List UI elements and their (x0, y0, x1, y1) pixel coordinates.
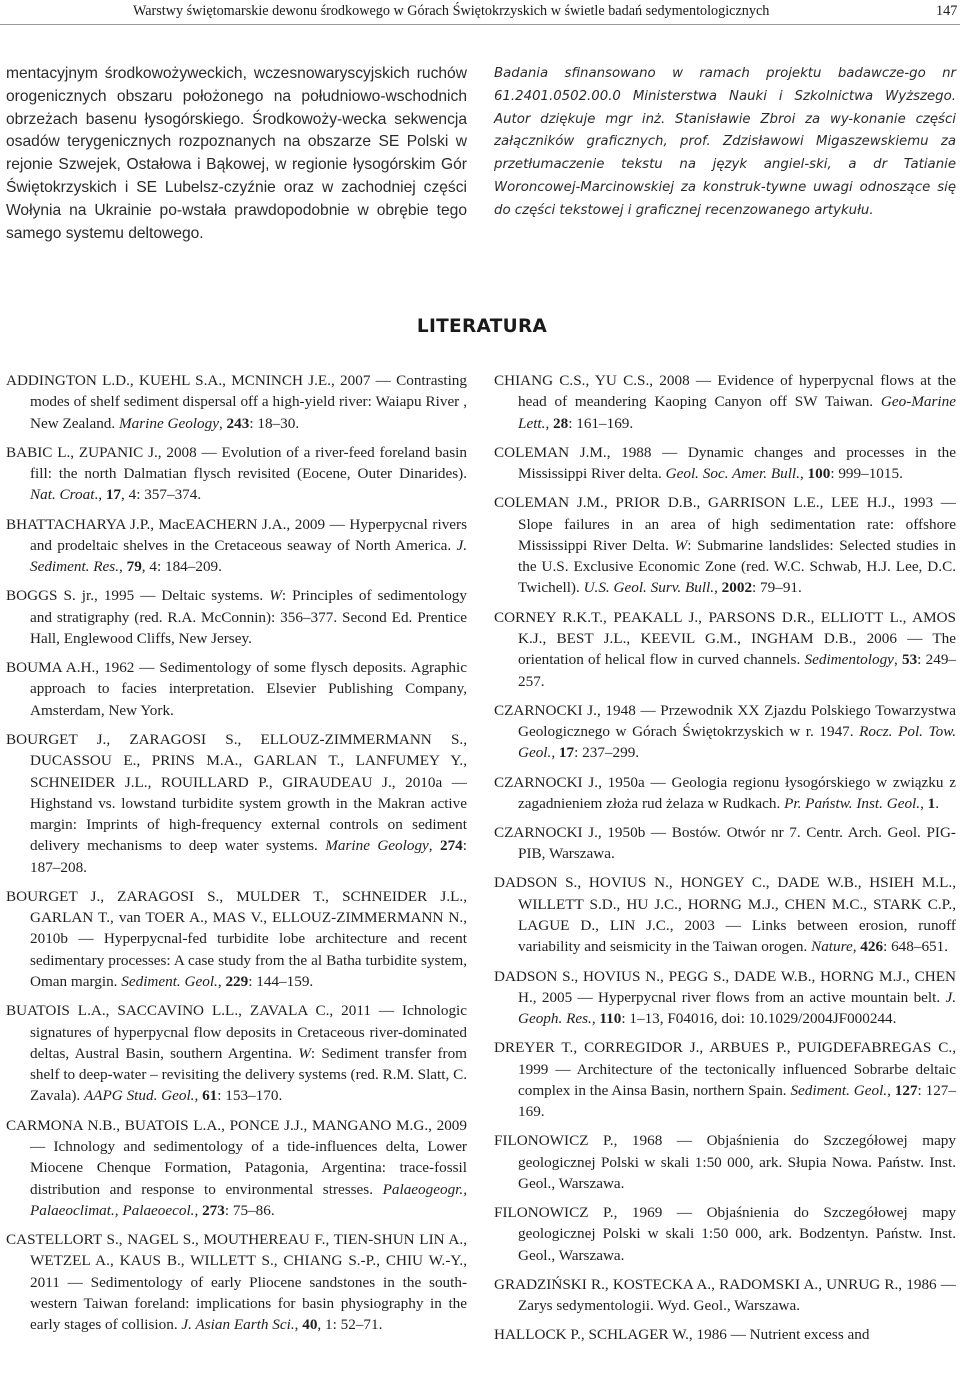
reference-text: : 75–86. (224, 1201, 275, 1219)
reference-text: , (887, 1081, 895, 1099)
reference-text: , (217, 973, 226, 991)
journal-title: W (269, 587, 282, 605)
reference-entry (494, 370, 956, 434)
journal-title: Nat. Croat (30, 486, 95, 504)
reference-entry (494, 1037, 956, 1122)
journal-title: W (674, 536, 688, 554)
reference-entry (494, 492, 956, 598)
reference-text: GRADZIŃSKI R., KOSTECKA A., RADOMSKI A., UNRUG R., 1986 — Zarys sedymentologii. Wyd. Geol., Warszawa. (494, 1275, 956, 1315)
reference-text: , (294, 1316, 303, 1334)
journal-title: Sediment. Geol. (121, 973, 218, 991)
reference-text: . (935, 794, 940, 812)
reference-text: CHIANG C.S., YU C.S., 2008 — Evidence of hyperpycnal flows at the head of meandering Kaoping Canyon off SW Taiwan. (494, 372, 956, 411)
reference-text: : Sediment transfer from shelf to deep-water – revisiting the delivery systems (red. R.M. Slatt, C. Zavala). (30, 1044, 467, 1105)
volume-number: 100 (807, 465, 831, 483)
journal-title: W (298, 1044, 311, 1062)
references-column-left (6, 370, 467, 1343)
reference-text: , (194, 1087, 203, 1105)
reference-text: CARMONA N.B., BUATOIS L.A., PONCE J.J., MANGANO M.G., 2009 — Ichnology and sedimentology of a tide-influences delta, Lower Miocene Chenque Formation, Patagonia, Argentina: trace-fossil distribution and response to environmental stresses. (6, 1116, 467, 1198)
journal-title: AAPG Stud. Geol. (83, 1087, 195, 1105)
journal-title: Rocz. Pol. Tow. Geol. (518, 723, 956, 762)
volume-number: 274 (439, 837, 463, 855)
journal-title: Sedimentology (804, 651, 894, 669)
journal-title: U.S. Geol. Surv. Bull. (583, 579, 715, 597)
reference-text: : 1–13, F04016, doi: 10.1029/2004JF000244. (621, 1010, 897, 1028)
reference-text: , (852, 938, 861, 956)
reference-text: , (551, 744, 559, 762)
volume-number: 17 (558, 744, 575, 762)
reference-entry (494, 700, 956, 764)
reference-text: , (428, 837, 440, 855)
reference-entry (6, 1115, 467, 1221)
reference-entry (494, 1202, 956, 1266)
reference-text: DADSON S., HOVIUS N., HONGEY C., DADE W.B., HSIEH M.L., WILLETT S.D., HU J.C., HORNG M.J., CHEN M.C., STARK C.P., LAGUE D., LIN J.C., 2003 — Links between erosion, runoff variability and seismicity in the Taiwan orogen. (494, 874, 956, 956)
reference-text: , (893, 651, 902, 669)
reference-entry (494, 1130, 956, 1194)
reference-text: : 249–257. (518, 651, 957, 690)
reference-entry (494, 607, 956, 692)
reference-text: , (194, 1201, 203, 1219)
volume-number: 28 (553, 414, 569, 432)
reference-entry (6, 1000, 467, 1106)
reference-text: BOUMA A.H., 1962 — Sedimentology of some flysch deposits. Agraphic approach to facies interpretation. Elsevier Publishing Company, Amsterdam, New York. (6, 659, 467, 719)
reference-text: , (714, 579, 722, 597)
reference-text: , (591, 1010, 600, 1028)
journal-title: J. Sediment. Res. (30, 536, 467, 576)
volume-number: 273 (202, 1201, 225, 1219)
reference-text: : 144–159. (248, 973, 314, 991)
reference-text: : 999–1015. (830, 465, 903, 483)
reference-entry (6, 370, 467, 434)
reference-entry (494, 822, 956, 865)
journal-title: J. Geoph. Res. (518, 988, 956, 1028)
reference-text: , (799, 465, 808, 483)
reference-text: : 18–30. (249, 414, 300, 432)
volume-number: 1 (927, 794, 936, 812)
volume-number: 229 (225, 973, 249, 991)
reference-text: HALLOCK P., SCHLAGER W., 1986 — Nutrient excess and (494, 1326, 870, 1344)
reference-text: CORNEY R.K.T., PEAKALL J., PARSONS D.R., ELLIOTT L., AMOS K.J., BEST J.L., KEEVIL G.M., INGHAM D.B., 2006 — The orientation of helical flow in curved channels. (494, 608, 956, 669)
reference-text: : 79–91. (752, 579, 802, 597)
reference-text: BUATOIS L.A., SACCAVINO L.L., ZAVALA C., 2011 — Ichnologic signatures of hyperpycnal flow deposits in Cretaceous river-dominated deltas, Austral Basin, southern Argentina. (6, 1002, 467, 1062)
reference-text: : 153–170. (217, 1087, 283, 1105)
reference-entry (494, 442, 956, 485)
reference-text: BABIC L., ZUPANIC J., 2008 — Evolution of a river-feed foreland basin fill: the north Dalmatian flysch revisited (Eocene, Outer Dinarides). (6, 443, 467, 483)
reference-text: CZARNOCKI J., 1948 — Przewodnik XX Zjazdu Polskiego Towarzystwa Geologicznego w Górach Świętokrzyskich w r. 1947. (494, 701, 956, 741)
journal-title: Nature (811, 938, 853, 956)
body-paragraph: mentacyjnym środkowożyweckich, wczesnowaryscyjskich ruchów orogenicznych obszaru położonego na południowo-wschodnich obrzeżach basenu łysogórskiego. Środkowoży-wecka sekwencja osadów terygenicznych rozpoznanych na obszarze SE Polski w rejonie Szwejek, Ostałowa i Bąkowej, w regionie łysogórskim Gór Świętokrzyskich i SE Lubelsz-czyźnie oraz w zachodniej części Wołynia na Ukrainie po-wstała prawdopodobnie w obrębie tego samego systemu deltowego. (6, 65, 467, 242)
reference-text: : 187–208. (30, 837, 467, 876)
reference-entry (6, 1229, 467, 1335)
volume-number: 61 (202, 1087, 218, 1105)
reference-entry (494, 1324, 956, 1345)
journal-title: Marine Geology (325, 837, 429, 855)
reference-text: : 648–651. (883, 938, 949, 956)
reference-entry (6, 514, 467, 578)
header-rule (0, 24, 960, 25)
journal-title: Sediment. Geol. (790, 1081, 888, 1099)
reference-text: , 4: 357–374. (121, 486, 202, 504)
reference-text: COLEMAN J.M., PRIOR D.B., GARRISON L.E., LEE H.J., 1993 — Slope failures in an area of high sedimentation rate: offshore Mississippi River Delta. (494, 494, 956, 554)
reference-text: FILONOWICZ P., 1969 — Objaśnienia do Szczegółowej mapy geologicznej Polski w skali 1:50 000, ark. Bodzentyn. Państw. Inst. Geol., Warszawa. (494, 1204, 956, 1264)
journal-title: J. Asian Earth Sci. (181, 1316, 295, 1334)
reference-entry (6, 729, 467, 878)
reference-text: , 4: 184–209. (141, 558, 222, 576)
running-header (0, 0, 960, 26)
reference-text: : 127–169. (518, 1081, 956, 1121)
running-title: Warstwy świętomarskie dewonu środkowego w Górach Świętokrzyskich w świetle badań sedymentologicznych (133, 3, 770, 19)
reference-text: , (218, 414, 227, 432)
reference-text: FILONOWICZ P., 1968 — Objaśnienia do Szczegółowej mapy geologicznej Polski w skali 1:50 000, ark. Słupia Nowa. Państw. Inst. Geol., Warszawa. (494, 1132, 956, 1192)
reference-text: ., (94, 486, 106, 504)
volume-number: 110 (599, 1010, 622, 1028)
volume-number: 2002 (721, 579, 753, 597)
journal-title: Geol. Soc. Amer. Bull. (665, 465, 800, 483)
journal-title: Palaeogeogr., Palaeoclimat., Palaeoecol. (30, 1180, 467, 1219)
reference-entry (494, 1274, 956, 1317)
reference-entry (6, 886, 467, 992)
reference-entry (6, 585, 467, 649)
reference-entry (494, 772, 956, 815)
reference-entry (494, 872, 956, 957)
reference-text: BOGGS S. jr., 1995 — Deltaic systems. (6, 587, 270, 605)
reference-text: : Principles of sedimentology and stratigraphy (red. R.A. McConnin): 356–377. Second Ed. Prentice Hall, Englewood Cliffs, New Jersey. (30, 587, 467, 647)
references-column-right (494, 370, 956, 1354)
volume-number: 17 (105, 486, 121, 504)
reference-text: BOURGET J., ZARAGOSI S., MULDER T., SCHNEIDER J.L., GARLAN T., van TOER A., MAS V., ELLOUZ-ZIMMERMANN N., 2010b — Hyperpycnal-fed turbidite lobe architecture and recent sedimentary processes: A case study from the al Batha turbidite system, Oman margin. (6, 887, 467, 991)
reference-text: , (545, 414, 554, 432)
page-number: 147 (936, 3, 958, 19)
reference-text: COLEMAN J.M., 1988 — Dynamic changes and processes in the Mississippi River delta. (494, 443, 956, 483)
volume-number: 40 (302, 1316, 318, 1334)
reference-text: BOURGET J., ZARAGOSI S., ELLOUZ-ZIMMERMANN S., DUCASSOU E., PRINS M.A., GARLAN T., LANFUMEY Y., SCHNEIDER J.L., ROUILLARD P., GIRAUDEAU J., 2010a — Highstand vs. lowstand turbidite system growth in the Makran active margin: Imprints of high-frequency external controls on sediment delivery mechanisms to deep water systems. (6, 730, 467, 855)
reference-text: DADSON S., HOVIUS N., PEGG S., DADE W.B., HORNG M.J., CHEN H., 2005 — Hyperpycnal river flows from an active mountain belt. (494, 967, 956, 1006)
volume-number: 243 (226, 414, 250, 432)
reference-entry (494, 966, 956, 1030)
volume-number: 127 (894, 1081, 918, 1099)
journal-title: Pr. Państw. Inst. Geol. (784, 794, 921, 812)
reference-text: CASTELLORT S., NAGEL S., MOUTHEREAU F., TIEN-SHUN LIN A., WETZEL A., KAUS B., WILLETT S., CHIANG S.-P., CHIU W.-Y., 2011 — Sedimentology of early Pliocene sandstones in the south-western Taiwan foreland: implications for basin physiography in the early stages of collision. (6, 1231, 467, 1334)
volume-number: 53 (901, 651, 918, 669)
reference-text: CZARNOCKI J., 1950b — Bostów. Otwór nr 7. Centr. Arch. Geol. PIG-PIB, Warszawa. (494, 823, 956, 863)
reference-text: CZARNOCKI J., 1950a — Geologia regionu łysogórskiego w związku z zagadnieniem złoża rud żelaza w Rudkach. (494, 773, 956, 812)
acknowledgement-paragraph: Badania sfinansowano w ramach projektu badawcze-go nr 61.2401.0502.00.0 Ministerstwa Nauki i Szkolnictwa Wyższego. Autor dziękuje mgr inż. Stanisławie Zbroi za wy-konanie części załączników graficznych, prof. Zdzisławowi Migaszewskiemu za przetłumaczenie tekstu na język angiel-ski, a dr Tatianie Woroncowej-Marcinowskiej za konstruk-tywne uwagi odnoszące się do części tekstowej i graficznej recenzowanego artykułu. (494, 66, 956, 218)
reference-text: ADDINGTON L.D., KUEHL S.A., MCNINCH J.E., 2007 — Contrasting modes of shelf sediment dispersal off a high-yield river: Waiapu River , New Zealand. (6, 372, 467, 432)
journal-title: Marine Geology (118, 414, 219, 432)
reference-entry (6, 442, 467, 506)
reference-text: , (119, 558, 127, 576)
reference-text: DREYER T., CORREGIDOR J., ARBUES P., PUIGDEFABREGAS C., 1999 — Architecture of the tectonically influenced Sobrarbe deltaic complex in the Ainsa Basin, northern Spain. (494, 1039, 956, 1099)
reference-text: : 161–169. (568, 414, 634, 432)
volume-number: 426 (860, 938, 884, 956)
volume-number: 79 (126, 558, 142, 576)
references-heading: LITERATURA (416, 316, 548, 337)
reference-entry (6, 657, 467, 721)
reference-text: , (920, 794, 928, 812)
reference-text: : 237–299. (574, 744, 640, 762)
journal-title: Geo-Marine Lett. (518, 393, 956, 432)
reference-text: : Submarine landslides: Selected studies in the U.S. Exclusive Economic Zone (red. W.C. Schwab, H.J. Lee, D.C. Twichell). (518, 536, 956, 597)
reference-text: BHATTACHARYA J.P., MacEACHERN J.A., 2009 — Hyperpycnal rivers and prodeltaic shelves in the Cretaceous seaway of North America. (6, 515, 467, 554)
reference-text: , 1: 52–71. (317, 1316, 383, 1334)
